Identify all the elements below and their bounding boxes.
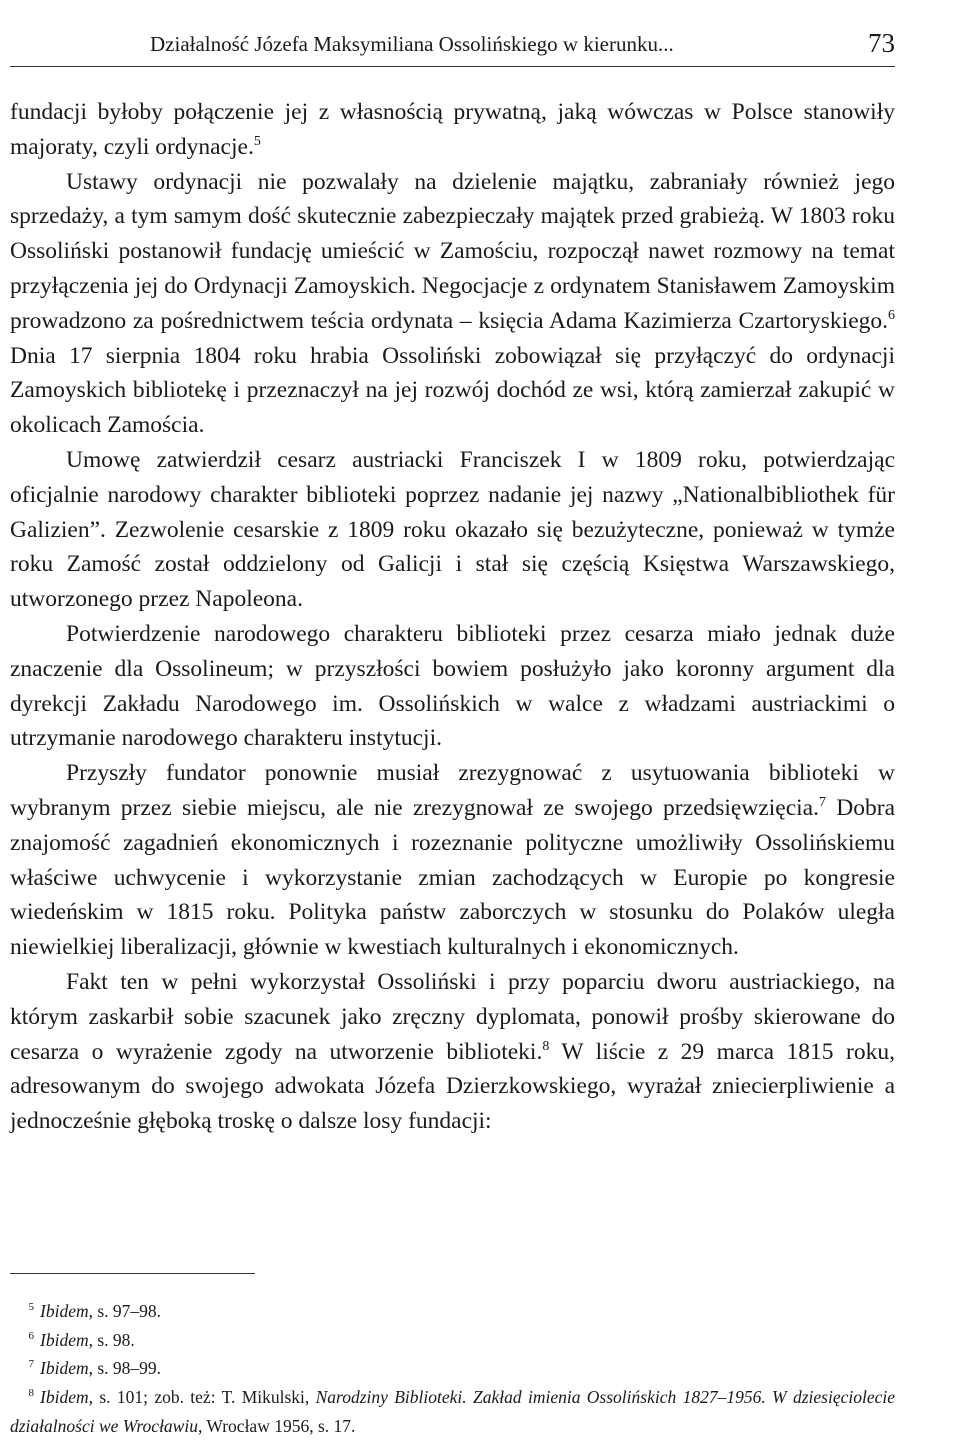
footnote: 5 Ibidem, s. 97–98. (28, 1301, 162, 1321)
footnote: 6 Ibidem, s. 98. (28, 1329, 135, 1350)
footnote-ref[interactable]: 5 (253, 133, 261, 149)
running-title: Działalność Józefa Maksymiliana Ossolińskiego w kierunku... (150, 32, 674, 56)
cited-book-title: Narodziny Biblioteki. Zakład imienia Ossolińskich 1827–1956. W dziesięciolecie działalności we Wrocławiu (10, 1387, 895, 1436)
footnote: 7 Ibidem, s. 98–99. (28, 1358, 162, 1379)
footnote-ref[interactable]: 6 (888, 307, 895, 323)
paragraph: Umowę zatwierdził cesarz austriacki Franciszek I w 1809 roku, potwierdzając oficjalnie narodowy charakter biblioteki poprzez nadanie jej nazwy „Nationalbibliothek für Galizien”. Zezwolenie cesarskie z 1809 roku okazało się bezużyteczne, ponieważ w tymże roku Zamość został oddzielony od Galicji i stał się częścią Księstwa Warszawskiego, utworzonego przez Napoleona. (10, 446, 895, 613)
footnote-separator (10, 1273, 255, 1274)
paragraph: Ustawy ordynacji nie pozwalały na dzielenie majątku, zabraniały również jego sprzedaży, a tym samym dość skutecznie zabezpieczały majątek przed grabieżą. W 1803 roku Ossoliński postanowił fundację umieścić w Zamościu, rozpoczął nawet rozmowy na temat przyłączenia jej do Ordynacji Zamoyskich. Negocjacje z ordynatem Stanisławem Zamoyskim prowadzono za pośrednictwem teścia ordynata – księcia Adama Kazimierza Czartoryskiego.$^6$ Dnia 17 sierpnia 1804 roku hrabia Ossoliński zobowiązał się przyłączyć do ordynacji Zamoyskich bibliotekę i przeznaczył na jej rozwój dochód ze wsi, którą zamierzał zakupić w okolicach Zamościa. (10, 168, 895, 439)
footnote: 8 Ibidem, s. 101; zob. też: T. Mikulski, Narodziny Biblioteki. Zakład imienia Ossolińskich 1827–1956. W dziesięciolecie działalności we Wrocławiu, Wrocław 1956, s. 17. (10, 1387, 895, 1436)
paragraph: Przyszły fundator ponownie musiał zrezygnować z usytuowania biblioteki w wybranym przez siebie miejscu, ale nie zrezygnował ze swojego przedsięwzięcia.$^7$ Dobra znajomość zagadnień ekonomicznych i rozeznanie polityczne umożliwiły Ossolińskiemu właściwe uchwycenie i wykorzystanie zmian zachodzących w Europie po kongresie wiedeńskim w 1815 roku. Polityka państw zaborczych w stosunku do Polaków uległa niewielkiej liberalizacji, głównie w kwestiach kulturalnych i ekonomicznych. (10, 760, 895, 961)
body-text (10, 95, 895, 1139)
footnotes (10, 1297, 895, 1441)
footnote-ref[interactable]: 8 (542, 1038, 550, 1054)
running-header (10, 30, 895, 67)
paragraph: fundacji byłoby połączenie jej z własnością prywatną, jaką wówczas w Polsce stanowiły majoraty, czyli ordynacje.$^5$ (10, 99, 895, 160)
page-number: 73 (868, 28, 895, 58)
paragraph: Potwierdzenie narodowego charakteru biblioteki przez cesarza miało jednak duże znaczenie dla Ossolineum; w przyszłości bowiem posłużyło jako koronny argument dla dyrekcji Zakładu Narodowego im. Ossolińskich w walce z władzami austriackimi o utrzymanie narodowego charakteru instytucji. (10, 620, 895, 752)
footnote-ref[interactable]: 7 (818, 794, 826, 810)
paragraph: Fakt ten w pełni wykorzystał Ossoliński i przy poparciu dworu austriackiego, na którym zaskarbił sobie szacunek jako zręczny dyplomata, ponowił prośby skierowane do cesarza o wyrażenie zgody na utworzenie biblioteki.$^8$ W liście z 29 marca 1815 roku, adresowanym do swojego adwokata Józefa Dzierzkowskiego, wyrażał zniecierpliwienie a jednocześnie głęboką troskę o dalsze losy fundacji: (10, 968, 895, 1135)
